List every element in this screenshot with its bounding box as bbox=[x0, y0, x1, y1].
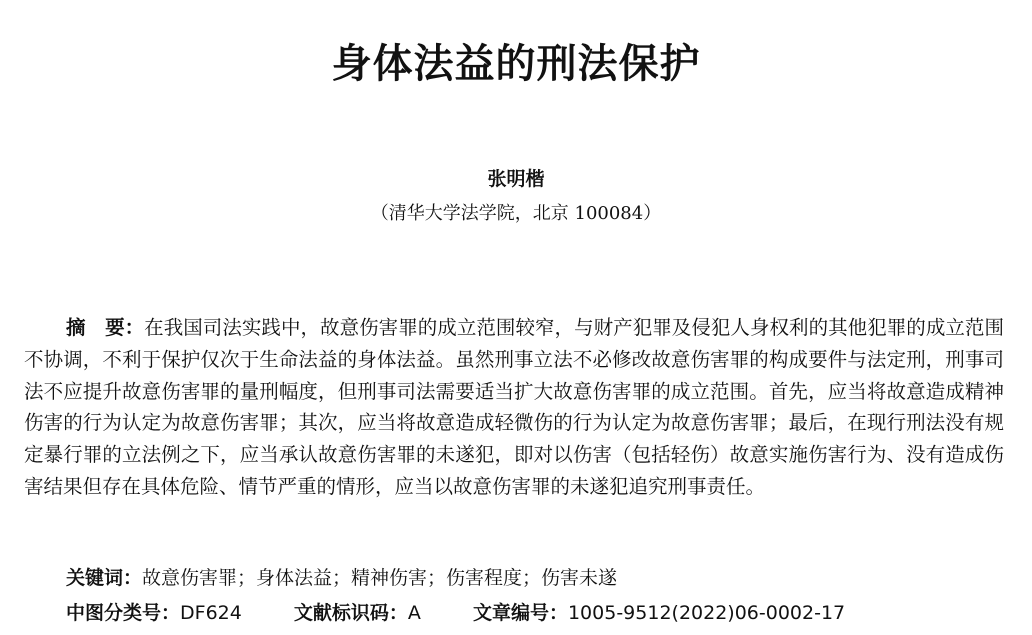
article-number bbox=[473, 598, 845, 628]
abstract-label: 摘 要： bbox=[66, 316, 145, 339]
author-affiliation: （清华大学法学院，北京 100084） bbox=[370, 203, 662, 224]
abstract-text: 在我国司法实践中，故意伤害罪的成立范围较窄，与财产犯罪及侵犯人身权利的其他犯罪的成立范围不协调，不利于保护仅次于生命法益的身体法益。虽然刑事立法不必修改故意伤害罪的构成要件与法定刑，刑事司法不应提升故意伤害罪的量刑幅度，但刑事司法需要适当扩大故意伤害罪的成立范围。首先，应当将故意造成精神伤害的行为认定为故意伤害罪；其次，应当将故意造成轻微伤的行为认定为故意伤害罪；最后，在现行刑法没有规定暴行罪的立法例之下，应当承认故意伤害罪的未遂犯，即对以伤害（包括轻伤）故意实施伤害行为、没有造成伤害结果但存在具体危险、情节严重的情形，应当以故意伤害罪的未遂犯追究刑事责任。 bbox=[24, 316, 1004, 498]
clc-number bbox=[66, 598, 242, 628]
clc-label: 中图分类号： bbox=[66, 602, 181, 624]
document-code-value: A bbox=[407, 602, 421, 624]
article-number-value: 1005-9512(2022)06-0002-17 bbox=[567, 602, 846, 624]
classification-line bbox=[66, 598, 1006, 628]
document-code-label: 文献标识码： bbox=[293, 602, 408, 624]
keywords-text: 故意伤害罪；身体法益；精神伤害；伤害程度；伤害未遂 bbox=[142, 567, 618, 589]
keywords-line bbox=[66, 564, 617, 592]
keywords-label: 关键词： bbox=[66, 567, 143, 589]
paper-title: 身体法益的刑法保护 bbox=[331, 41, 701, 87]
abstract-paragraph bbox=[24, 312, 1004, 503]
author-name: 张明楷 bbox=[487, 168, 545, 190]
article-number-label: 文章编号： bbox=[472, 602, 568, 624]
clc-value: DF624 bbox=[180, 602, 242, 624]
document-code bbox=[294, 598, 421, 628]
